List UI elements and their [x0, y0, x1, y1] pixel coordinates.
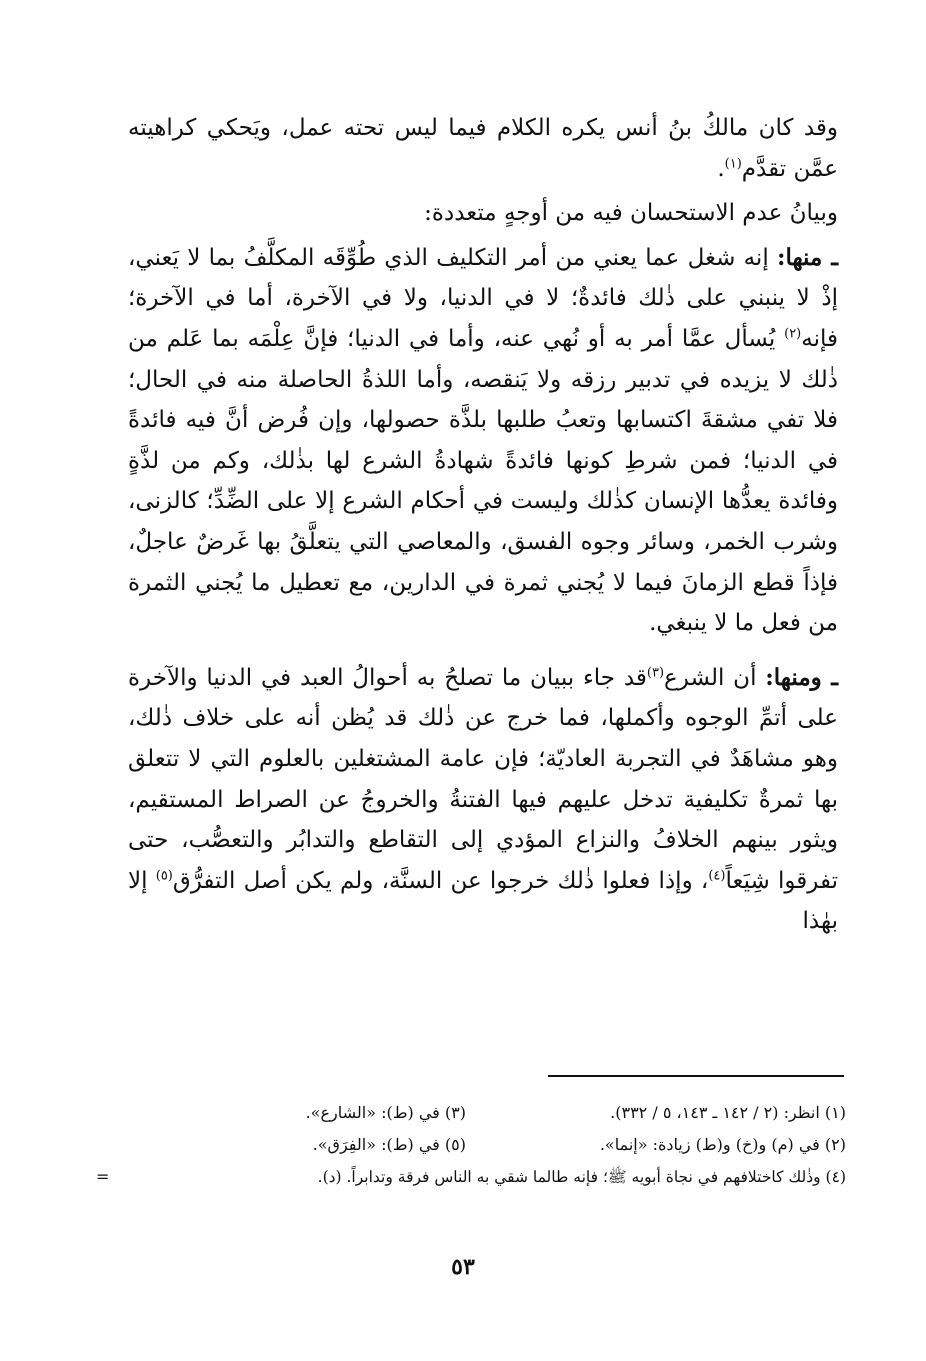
footnote-row-2 — [110, 1129, 846, 1161]
paragraph-4-text-a: أن الشرع — [664, 664, 766, 691]
paragraph-2 — [128, 193, 838, 234]
paragraph-3-text-b: يُسأل عمَّا أمر به أو نُهي عنه، وأما في الدنيا؛ فإنَّ عِلْمَه بما عَلم من ذٰلك لا يزيده في تدبير رزقه ولا يَنقصه، وأما اللذةُ الحاصلة منه في الحال؛ فلا تفي مشقةَ اكتسابها وتعبُ طلبها بلذَّة حصولها، وإن فُرض أنَّ فيه فائدةً في الدنيا؛ فمن شرطِ كونها فائدةً شهادةُ الشرع لها بذٰلك، وكم من لذَّةٍ وفائدة يعدُّها الإنسان كذٰلك وليست في أحكام الشرع إلا على الضِّدِّ؛ كالزنى، وشرب الخمر، وسائر وجوه الفسق، والمعاصي التي يتعلَّقُ بها غَرضٌ عاجلٌ، فإذاً قطع الزمانَ فيما لا يُجني ثمرة في الدارين، مع تعطيل ما يُجني الثمرة من فعل ما لا ينبغي. — [128, 325, 838, 637]
paragraph-4-text-d: إلا بهٰذا — [128, 867, 838, 935]
paragraph-3 — [128, 238, 838, 644]
footnote-ref-4[interactable]: (٤) — [708, 868, 726, 884]
paragraph-1 — [128, 108, 838, 189]
footnote-ref-5[interactable]: (٥) — [155, 868, 173, 884]
footnote-4: (٤) وذٰلك كاختلافهم في نجاة أبويه ﷺ؛ فإنه طالما شقي به الناس فرقة وتدابراً. (د). — [317, 1168, 846, 1186]
footnote-separator — [548, 1075, 844, 1077]
paragraph-3-lead: ـ منها: — [776, 243, 838, 271]
paragraph-4 — [128, 658, 838, 942]
paragraph-2-text: وبيانُ عدم الاستحسان فيه من أوجهٍ متعددة: — [424, 200, 838, 227]
footnote-1: (١) انظر: (٢ / ١٤٢ ـ ١٤٣، ٥ / ٣٣٢). — [610, 1103, 846, 1122]
footnote-3: (٣) في (ط): «الشارع». — [305, 1103, 466, 1122]
main-text — [128, 108, 838, 942]
page-number: ٥٣ — [451, 1254, 475, 1280]
footnote-ref-3[interactable]: (٣) — [646, 665, 665, 681]
footnote-ref-1[interactable]: (١) — [724, 155, 742, 171]
footnote-ref-2[interactable]: (٢) — [784, 326, 802, 342]
paragraph-4-text-b: قد جاء ببيان ما تصلحُ به أحوالُ العبد في الدنيا والآخرة على أتمِّ الوجوه وأكملها، فما خرج عن ذٰلك قد يُظن أنه على خلاف ذٰلك، وهو مشاهَدٌ في التجربة العاديّة؛ فإن عامة المشتغلين بالعلوم التي لا تتعلق بها ثمرةٌ تكليفية تدخل عليهم فيها الفتنةُ والخروجُ عن الصراط المستقيم، ويثور بينهم الخلافُ والنزاع المؤدي إلى التقاطع والتدابُر والتعصُّب، حتى تفرقوا شِيَعاً — [128, 664, 838, 894]
paragraph-1-end: . — [717, 155, 725, 182]
paragraph-1-text: وقد كان مالكُ بنُ أنس يكره الكلام فيما ليس تحته عمل، ويَحكي كراهيته عمَّن تقدَّم — [128, 115, 838, 182]
continuation-mark: = — [96, 1167, 110, 1186]
footnotes — [110, 1097, 846, 1193]
footnote-5: (٥) في (ط): «الفِرَق». — [312, 1135, 466, 1154]
footnote-2: (٢) في (م) و(خ) و(ط) زيادة: «إنما». — [599, 1135, 846, 1154]
footnote-row-1 — [110, 1097, 846, 1129]
paragraph-4-text-c: ، وإذا فعلوا ذٰلك خرجوا عن السنَّة، ولم يكن أصل التفرُّق — [172, 867, 709, 894]
paragraph-3-text-a: إنه شغل عما يعني من أمر التكليف الذي طُوِّقَه المكلَّفُ بما لا يَعني، إذْ لا ينبني على ذٰلك فائدةٌ؛ لا في الدنيا، ولا في الآخرة، أما في الآخرة؛ فإنه — [128, 244, 838, 352]
paragraph-4-lead: ـ ومنها: — [765, 663, 838, 691]
